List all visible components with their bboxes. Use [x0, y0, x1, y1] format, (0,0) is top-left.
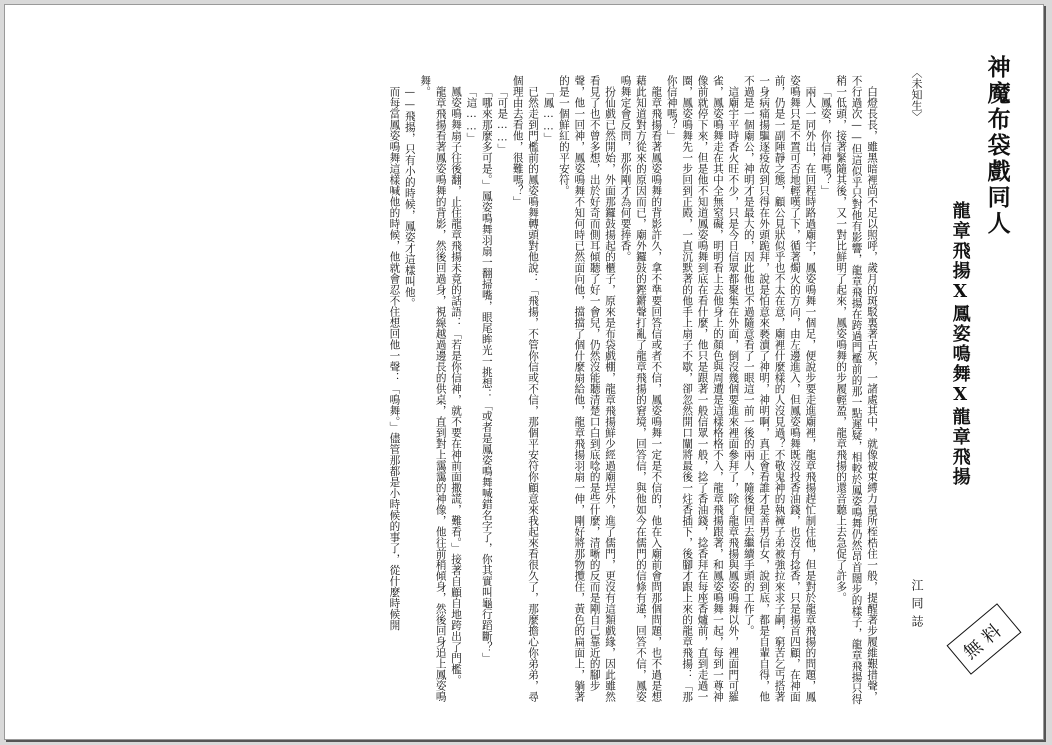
- paragraph: 兩人一同外出，在回程時路過廟宇，鳳姿鳴舞一個足，便說步要走進廟裡，龍章飛揚趕忙制住他，但是對於龍章飛揚的問題，鳳姿鳴舞只是不置可否地輕嘆了下，循著燭火的方向，由左邊進入，但鳳姿鳴舞既沒投香油錢，也沒有捻香，只是揚首四顧，在神面前，仍是一副陣靜之態，顧公見狀似乎也不太在意，廟裡什麼樣的人沒見過？不敬鬼神的執褲子弟被強拉來求子嗣，窮苦乞丐搭著一身病痛揚驅逐疫故到只得在外頭跪拜，說是怕意來褻瀆了神明，神明啊，真正會看誰才是善男信女，說到底，都是自輩自得，他不過是一個廟公，神明才是最大的，因此他也不過隨意看了一眼這一前一後的兩人，隨後便回去繼續手頭的工作了。: [742, 75, 817, 702]
- paragraph: 這廟宇平時香火旺不少，只是今日信眾都聚集在外面，倒沒幾個要進來裡面參拜了，除了龍章飛揚與鳳姿鳴舞以外，裡面門可羅雀，鳳姿鳴舞走在其中全無窒礙，明明看上去他身上的顏色與周遭是這樣格格不入，龍章飛揚跟著，和鳳姿鳴舞一起，每到一尊神像前就停下來，但是他不知道鳳姿鳴舞到底在看什麼，他只是跟著一般信眾一般，捻了香油錢，捻香拜在每座香爐前，直到走過一圈，鳳姿鳴舞先一步回到正殿，一直沉默著的他手上扇子不歇，卻忽然開口闡將最後一炷香插下，後腳才跟上來的龍章飛揚：「那你信神嗎？」: [665, 75, 740, 702]
- author-name: 江同誌: [910, 579, 924, 633]
- paragraph: 「鳳……」: [542, 85, 555, 144]
- stamp-text: 無料: [959, 616, 1011, 664]
- rating-label: 〈未知生〉: [910, 67, 923, 122]
- paragraph: 「這……」: [465, 85, 478, 144]
- document-page: [4, 4, 1044, 740]
- paragraph: 而每當鳳姿鳴舞這樣喊他的時候，他就會忍不住想回他一聲：「鳴舞。」儘管那都是小時候的事了，從什麼時候開: [388, 85, 401, 631]
- paragraph: 「哪來那麼多可是。」鳳姿鳴舞羽扇一翻掃嘴，眼尾眸光一挑想：「或者是鳳姿鳴舞喊錯名字了，你其實叫龜行蹈斷？」: [480, 85, 493, 664]
- paragraph: 白燈長長，雖黑暗裡尚不足以照呼，歲月的斑駁裏著古灰，一諸處其中，就像被束縛力量所桎梏住一般，提醒著步履維艱措聲，不行過次——但這似乎只對他有影響，龍章飛揚在跨過門檻前的那一點遲疑，相較於鳳姿鳴舞仍然昂首闊步的樣子，龍章飛揚只得稍一低頭，接著緊隨其後，又一對比鮮明了起來，鳳姿鳴舞的步履輕盈，龍章飛揚的還音聽上去急促了許多。: [835, 75, 878, 705]
- story-body: [99, 75, 879, 705]
- paragraph: 扮仙戲已然開始，外面那鑼鼓揚起的櫃子，原來是布袋戲棚，龍章飛揚鮮少經過廟埕外，進了儒門，更沒有這類戲緣，因此雖然看見了也不曾多想，出於好奇而側耳傾聽了好一會兒，仍然沒能聽清楚口白到底唸的是些什麼，清晰的反而是剛自己靠近的腳步聲，他一回神，鳳姿鳴舞不知何時已然面向他，擋擋了個什麼扇給他，龍章飛揚羽扇一伸，剛好將那物攬住，黃色的扁面上，躺著的是一個鮮紅的平安符。: [557, 75, 617, 702]
- paragraph: 鳳姿鳴舞扇子往後翻，止住龍章飛揚未竟的話語：「若是你信神，就不要在神前面撒謊，難看。」接著自顧自地跨出了門檻。: [450, 85, 463, 686]
- paragraph: 已然走到門檻前的鳳姿鳴舞轉頭對他說：「飛揚，不管你信或不信，那個平安符你顧意來我起來看很久了，那麼擔心你弟弟，尋個理由去看他，很難嗎？」: [511, 75, 540, 702]
- page-subtitle: 龍章飛揚X鳳姿鳴舞X龍章飛揚: [949, 201, 971, 487]
- paragraph: 「可是……」: [496, 85, 509, 155]
- free-stamp: [947, 603, 1022, 675]
- paragraph: 龍章飛揚看著鳳姿鳴舞的背影，然後回過身，視線越過邊長的供桌，直到對上靄靄的神像，他往前稍傾身，然後回身追上鳳姿鳴舞。: [419, 75, 447, 702]
- paragraph: 「鳳姿，你信神嗎？」: [819, 85, 832, 196]
- paragraph: ——飛揚，只有小的時候，鳳姿才這樣叫他。: [403, 85, 416, 309]
- paragraph: 龍章飛揚看著鳳姿鳴舞的背影許久，拿不準要回答信或者不信，鳳姿鳴舞一定是不信的，他在入廟前會問那個問題，也不過是想藉此知道對方從來的原因而已，廟外鑼鼓的鏗鏘聲打亂了龍章飛揚的窘境，回答信，與他如今在儒門的信條有違，回答不信，鳳姿鳴舞定會反問，那你剛才為何要捧香。: [619, 75, 663, 702]
- page-title: 神魔布袋戲同人: [983, 55, 1011, 237]
